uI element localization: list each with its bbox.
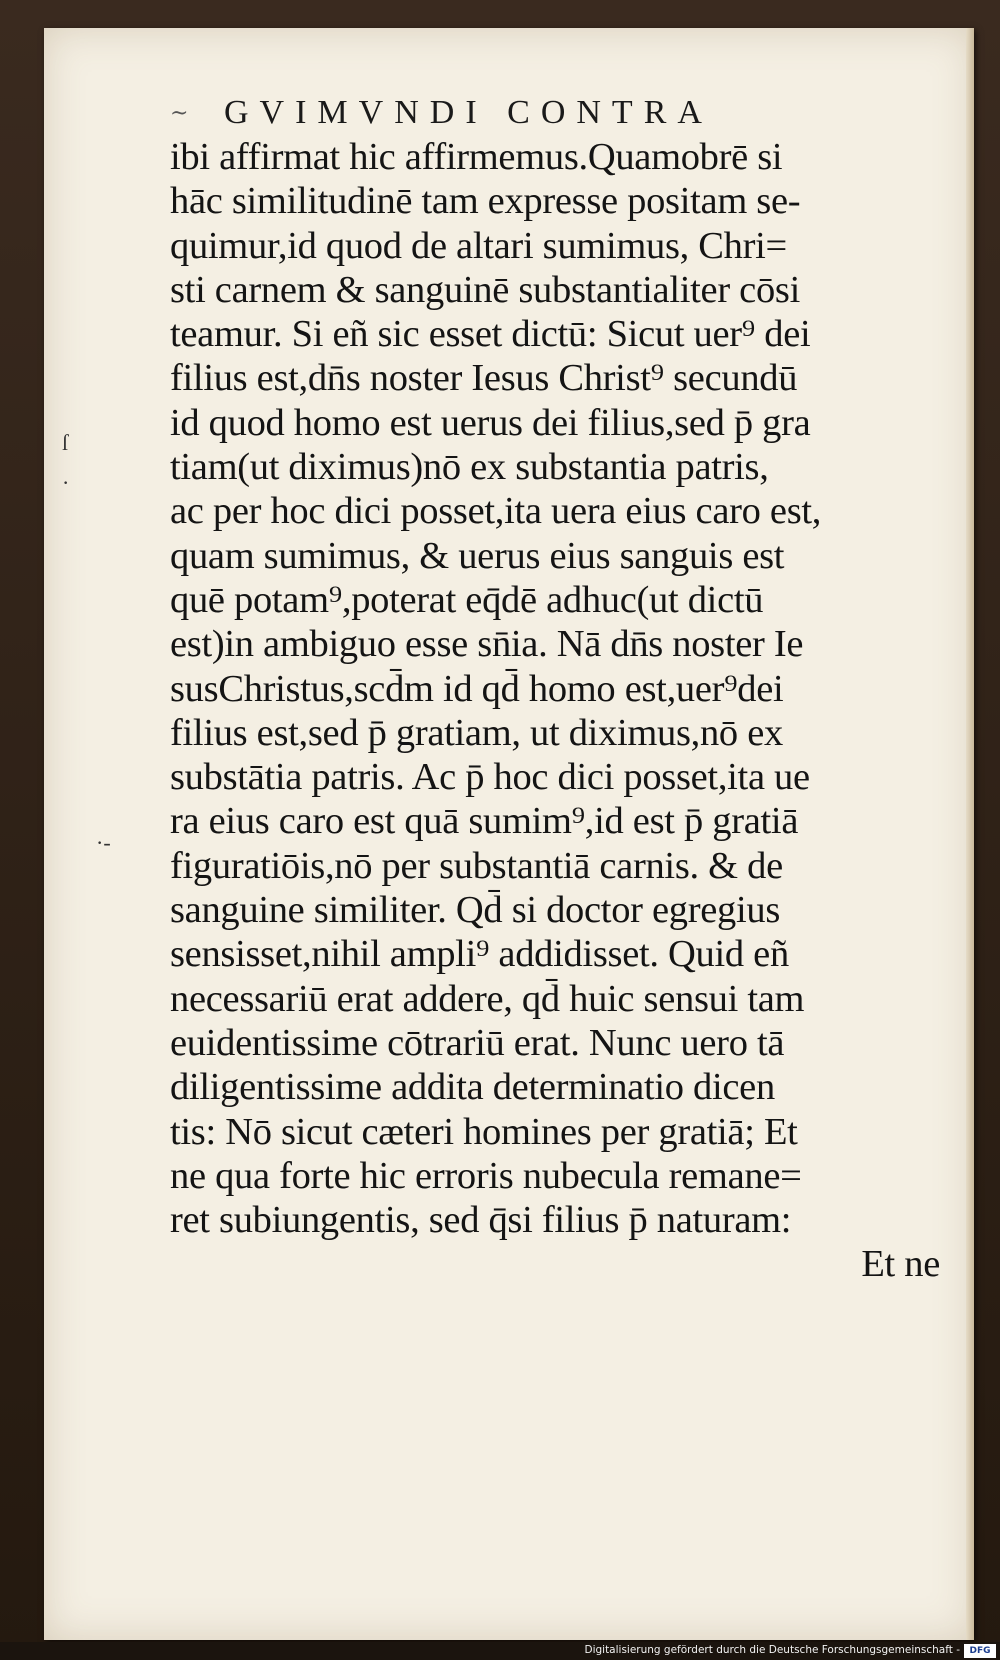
text-line: tis: Nō sicut cæteri homines per gratiā; Et	[170, 1110, 798, 1153]
catchword: Et ne	[861, 1243, 940, 1286]
text-line: ibi affirmat hic affirmemus.Quamobrē si	[170, 136, 783, 178]
running-head-mark: ~	[170, 100, 189, 126]
text-line: tiam(ut diximus)nō ex substantia patris,	[170, 446, 769, 489]
text-line: quimur,id quod de altari sumimus, Chri=	[170, 224, 787, 267]
text-line: sti carnem & sanguinē substantialiter cōsi	[170, 268, 800, 311]
text-line: euidentissime cōtrariū erat. Nunc uero tā	[170, 1021, 785, 1064]
body-text	[170, 135, 940, 1287]
running-head	[170, 88, 850, 138]
text-line: quam sumimus, & uerus eius sanguis est	[170, 534, 785, 577]
page-edge	[966, 28, 974, 1640]
margin-marks	[60, 430, 150, 880]
text-line: sensisset,nihil ampli⁹ addidisset. Quid eñ	[170, 933, 789, 976]
text-line: est)in ambiguo esse sn̄ia. Nā dn̄s noster Ie	[170, 623, 804, 666]
margin-mark: ſ	[62, 430, 69, 455]
text-line: teamur. Si eñ sic esset dictū: Sicut uer⁹ dei	[170, 313, 811, 356]
running-head-title: GVIMVNDI CONTRA	[224, 94, 713, 131]
text-line: hāc similitudinē tam expresse positam se-	[170, 180, 801, 223]
text-line: diligentissime addita determinatio dicen	[170, 1066, 775, 1109]
margin-mark: ·-	[96, 830, 111, 855]
text-line: ra eius caro est quā sumim⁹,id est p̄ gratiā	[170, 800, 799, 843]
text-line: substātia patris. Ac p̄ hoc dici posset,ita ue	[170, 756, 810, 799]
text-line: filius est,dn̄s noster Iesus Christ⁹ secundū	[170, 357, 798, 400]
text-line: id quod homo est uerus dei filius,sed p̄ gra	[170, 401, 811, 444]
digitization-credit: Digitalisierung gefördert durch die Deutsche Forschungsgemeinschaft -	[584, 1644, 960, 1656]
text-line: sanguine similiter. Qd̄ si doctor egregius	[170, 889, 781, 932]
text-line: figuratiōis,nō per substantiā carnis. & de	[170, 844, 783, 887]
text-line: necessariū erat addere, qd̄ huic sensui tam	[170, 977, 805, 1020]
text-line: ac per hoc dici posset,ita uera eius caro est,	[170, 490, 822, 533]
text-line: filius est,sed p̄ gratiam, ut diximus,nō ex	[170, 711, 783, 754]
text-line: quē potam⁹,poterat eq̄dē adhuc(ut dictū	[170, 578, 764, 621]
text-line: ret subiungentis, sed q̄si filius p̄ naturam:	[170, 1199, 792, 1242]
text-line: ne qua forte hic erroris nubecula remane=	[170, 1154, 802, 1197]
margin-mark: ·	[62, 470, 70, 495]
text-line: susChristus,scd̄m id qd̄ homo est,uer⁹dei	[170, 667, 784, 710]
dfg-logo: DFG	[964, 1644, 996, 1658]
